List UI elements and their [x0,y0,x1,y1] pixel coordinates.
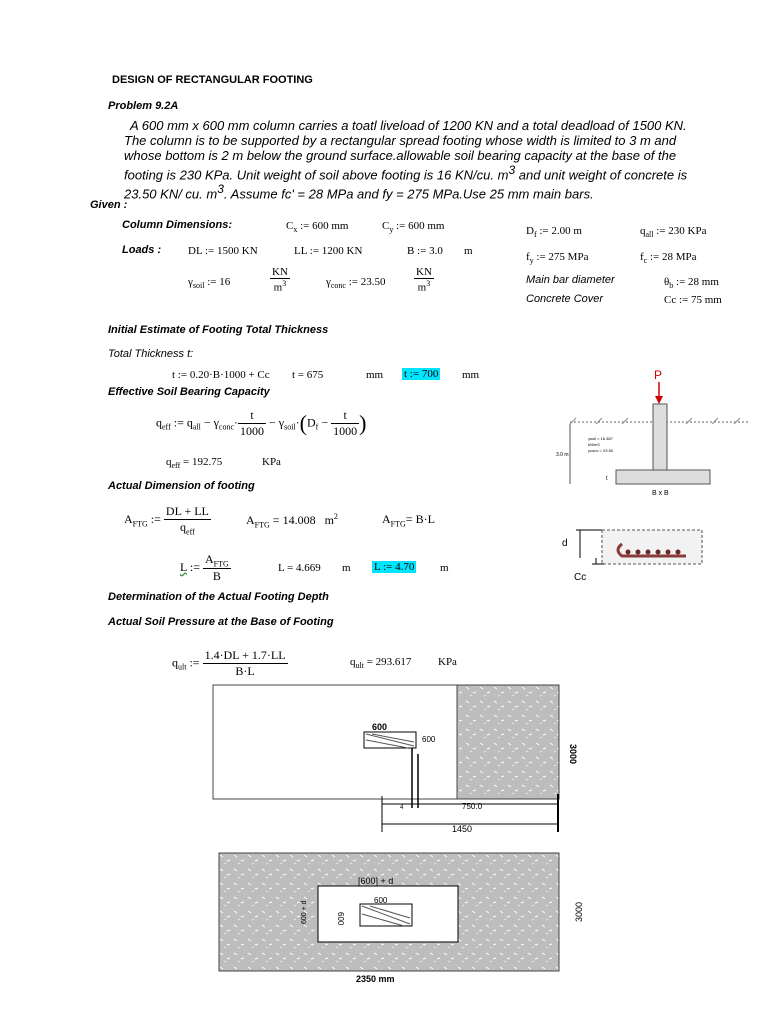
given-heading: Given : [90,199,128,211]
l-result: L = 4.669 [278,562,321,574]
size-label: B x B [652,490,669,497]
qeff-equation: $q_{eff}$ := $q_{all} - \gamma_{conc}\cdot$ $\frac{t}{1000}$ − $\gamma_{soil}\cdot(D_f$ − $\frac{t}{1000}$ ) [156,408,367,438]
cy-value: $C_y$ := 600 mm [382,220,445,235]
l-unit: m [440,562,449,574]
load-label: P [654,368,663,382]
gamma-conc-unit: $\frac{KN}{m^3}$ [416,266,432,294]
rebar-dot [636,550,641,555]
footing-elevation-figure [556,366,752,498]
width-label: 3000 [574,901,584,922]
qeff-unit: KPa [262,456,281,468]
bar-diameter-value: $\theta_b$ := 28 mm [664,276,719,291]
aftg-equation: $A_{FTG}$ := $\frac{DL + LL}{q_{eff}}$ [124,504,209,537]
column-dimensions-label: Column Dimensions: [122,219,233,231]
l-unit: m [342,562,351,574]
fc-value: $f_c$ := 28 MPa [640,251,697,266]
footing-base [616,470,710,484]
footing-plan-figure-1 [212,684,612,834]
small-dimension: 4 [400,805,404,811]
statement-line [124,163,744,182]
thickness-unit: mm [366,369,384,381]
aftg-result: $A_{FTG} = 14.008$ $m^2$ [246,512,338,530]
problem-statement [124,118,744,202]
column-width-label: 600 [372,722,388,732]
footing-hatched-half [457,685,559,799]
depth-heading: Determination of the Actual Footing Depth [108,591,329,603]
document-title: DESIGN OF RECTANGULAR FOOTING [112,74,313,86]
thickness-adopted: t := 700 [404,368,439,380]
footing-plan-figure-2 [218,852,598,984]
statement-text: 23.50 KN/ cu. m [124,186,218,202]
cx-value: $C_x$ := 600 mm [286,220,349,235]
l-adopted: L := 4.70 [374,561,415,573]
dimension-label: 750.0 [462,802,483,811]
column-depth-label: 600 [336,912,345,926]
statement-line [124,182,744,201]
df-value: $D_f$ := 2.00 m [526,225,582,240]
dimension-label: 1450 [452,824,473,834]
qult-equation: $q_{ult}$ := $\frac{1.4\cdot DL + 1.7\cdot LL}{B\cdot L}$ [172,648,286,678]
statement-text: footing is 230 KPa. Unit weight of soil above footing is 16 KN/cu. m [124,167,509,183]
conc-note: γconc = 23.50 [588,448,614,453]
gamma-soil: $\gamma_{soil}$ := 16 [188,276,231,291]
effective-heading: Effective Soil Bearing Capacity [108,386,270,398]
column-depth-label: 600 [422,735,436,744]
statement-line: The column is to be supported by a rectangular spread footing whose width is limited to 3 m and [124,133,677,148]
soil-note: kN/m3 [588,442,600,447]
thickness-unit: mm [462,369,480,381]
ll-value: LL := 1200 KN [294,245,363,257]
rebar-dot [676,550,681,555]
rebar-detail-figure [556,524,716,586]
perimeter-side-label: 600 + d [301,900,308,924]
qult-result: $q_{ult} = 293.617$ [350,656,412,671]
arrow-head-icon [655,396,663,404]
soil-note: γsoil = 16.387 [588,436,613,441]
statement-line: whose bottom is 2 m below the ground surface.allowable soil bearing capacity at the base of the [124,148,677,163]
pressure-heading: Actual Soil Pressure at the Base of Footing [108,616,334,628]
bar-diameter-label: Main bar diameter [526,274,615,286]
thickness-equation: t := 0.20·B·1000 + Cc [172,369,270,381]
rebar-dot [656,550,661,555]
length-label: 2350 mm [356,974,395,984]
statement-text: and unit weight of concrete is [515,167,688,183]
gamma-soil-unit: $\frac{KN}{m^3}$ [272,266,288,294]
column-stem [653,404,667,470]
height-label: 3.0 m [556,452,569,458]
problem-label: Problem 9.2A [108,100,179,112]
qeff-result: $q_{eff} = 192.75$ [166,456,223,471]
thickness-label: t [606,476,608,482]
qult-unit: KPa [438,656,457,668]
footing-outline [213,685,457,799]
rebar-dot [666,550,671,555]
loads-label: Loads : [122,244,162,256]
fy-value: $f_y$ := 275 MPa [526,251,589,266]
initial-heading: Initial Estimate of Footing Total Thickness [108,324,329,336]
b-unit: m [464,245,473,257]
superscript: 3 [508,163,516,177]
statement-text: . Assume fc' = 28 MPa and fy = 275 MPa.Use 25 mm main bars. [223,186,594,202]
statement-line: A 600 mm x 600 mm column carries a toatl liveload of 1200 KN and a total deadload of 1500 KN. [130,118,687,133]
width-label: 3000 [568,744,578,765]
cover-value: Cc := 75 mm [664,294,722,306]
rebar-dot [646,550,651,555]
cover-label: Concrete Cover [526,293,604,305]
b-value: B := 3.0 [407,245,443,257]
actual-dimension-heading: Actual Dimension of footing [108,480,255,492]
gamma-conc: $\gamma_{conc}$ := 23.50 [326,276,386,291]
rebar-dot [626,550,631,555]
thickness-result: t = 675 [292,369,324,381]
aftg-bl: $A_{FTG}= B\cdot L$ [382,512,435,529]
dl-value: DL := 1500 KN [188,245,258,257]
column-label: 600 [374,896,388,905]
thickness-sublabel: Total Thickness t: [108,348,194,360]
slab-section [602,530,702,564]
cover-symbol-label: Cc [574,572,587,583]
l-equation: L := $\frac{A_{FTG}}{B}$ [180,552,229,584]
perimeter-top-label: [600] + d [358,876,394,886]
qall-value: $q_{all}$ := 230 KPa [640,225,707,240]
depth-label: d [562,538,568,549]
superscript: 3 [217,182,224,197]
